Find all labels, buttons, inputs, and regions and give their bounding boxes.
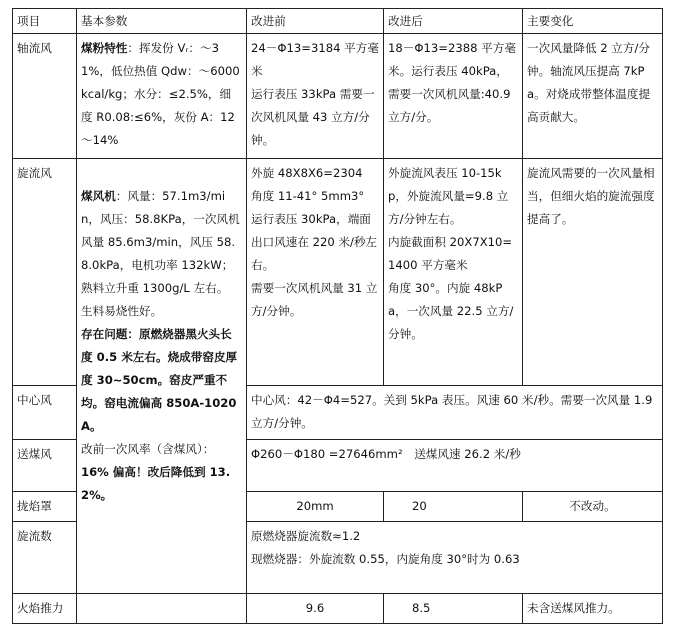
thrust-basic-empty (77, 594, 247, 624)
primary-air-rate-value: 16% 偏高！改后降低到 13.2%。 (81, 465, 231, 502)
header-item: 项目 (13, 9, 77, 34)
primary-air-rate: 改前一次风率（含煤风）： (81, 442, 215, 456)
header-after: 改进后 (384, 9, 523, 34)
thrust-change: 未含送煤风推力。 (523, 594, 663, 624)
axial-before-area: 24－Φ13=3184 平方毫米 (251, 41, 379, 78)
parameter-table (12, 8, 663, 624)
item-axial: 轴流风 (13, 34, 77, 159)
raw-meal-burnability: 生料易烧性好。 (81, 304, 163, 318)
item-swirl-number: 旋流数 (13, 522, 77, 594)
shroud-after: 20 (384, 492, 523, 522)
thrust-before: 9.6 (247, 594, 384, 624)
shroud-change: 不改动。 (523, 492, 663, 522)
coal-properties-label: 煤粉特性 (81, 41, 128, 55)
header-basic: 基本参数 (77, 9, 247, 34)
header-change: 主要变化 (523, 9, 663, 34)
row-swirl (13, 159, 663, 386)
header-row (13, 9, 663, 34)
axial-before (247, 34, 384, 159)
coal-properties-text: ：挥发份 Vᵣ：～31%，低位热值 Qdw：～6000kcal/kg；水分：≤2.5%，细度 R0.08:≤6%，灰份 A：12～14% (81, 41, 240, 147)
row-thrust (13, 594, 663, 624)
item-shroud: 拢焰罩 (13, 492, 77, 522)
item-coal: 送煤风 (13, 440, 77, 492)
swirl-after-outer: 外旋流风表压 10-15kp，外旋流风量=9.8 立方/分钟左右。 (388, 166, 509, 226)
swirl-number-old: 原燃烧器旋流数≈1.2 (251, 529, 361, 543)
center-text: 中心风：42－Φ4=527。关到 5kPa 表压。风速 60 米/秒。需要一次风量 1.9 立方/分钟。 (247, 386, 663, 440)
axial-after: 18－Φ13=2388 平方毫米。运行表压 40kPa，需要一次风机风量:40.9 立方/分。 (384, 34, 523, 159)
coal-text: Φ260－Φ180 =27646mm² 送煤风速 26.2 米/秒 (247, 440, 663, 492)
row-axial (13, 34, 663, 159)
thrust-after: 8.5 (384, 594, 523, 624)
axial-before-pressure: 运行表压 33kPa 需要一次风机风量 43 立方/分钟。 (251, 87, 375, 147)
swirl-before-pressure: 运行表压 30kPa，端面出口风速在 220 米/秒左右。 (251, 212, 378, 272)
swirl-change: 旋流风需要的一次风量相当，但细火焰的旋流强度提高了。 (523, 159, 663, 386)
fan-text: ：风量：57.1m3/min，风压：58.8KPa，一次风机风量 85.6m3/min，风压 58.8.0kPa，电机功率 132kW； (81, 189, 240, 272)
swirl-after-inner-area: 内旋截面积 20X7X10=1400 平方毫米 (388, 235, 513, 272)
fan-label: 煤风机 (81, 189, 116, 203)
shroud-before: 20mm (247, 492, 384, 522)
swirl-after (384, 159, 523, 386)
existing-problems: 存在问题：原燃烧器黑火头长度 0.5 米左右。烧成带窑皮厚度 30~50cm。窑皮严重不均。窑电流偏高 850A-1020A。 (81, 327, 238, 433)
basic-fan-and-problems (77, 159, 247, 594)
swirl-before-volume: 需要一次风机风量 31 立方/分钟。 (251, 281, 378, 318)
swirl-number-cell (247, 522, 663, 594)
basic-coal-properties (77, 34, 247, 159)
swirl-before-angle: 角度 11-41° 5mm3° (251, 189, 365, 203)
swirl-after-angle: 角度 30°。内旋 48kPa，一次风量 22.5 立方/分钟。 (388, 281, 514, 341)
swirl-number-new: 现燃烧器：外旋流数 0.55，内旋角度 30°时为 0.63 (251, 552, 520, 566)
item-center: 中心风 (13, 386, 77, 440)
swirl-before-outer: 外旋 48X8X6=2304 (251, 166, 363, 180)
header-before: 改进前 (247, 9, 384, 34)
fan-params (81, 185, 242, 277)
clinker-weight: 熟料立升重 1300g/L 左右。 (81, 281, 229, 295)
axial-change: 一次风量降低 2 立方/分钟。轴流风压提高 7kPa。对烧成带整体温度提高贡献大。 (523, 34, 663, 159)
swirl-before (247, 159, 384, 386)
item-swirl: 旋流风 (13, 159, 77, 386)
item-thrust: 火焰推力 (13, 594, 77, 624)
